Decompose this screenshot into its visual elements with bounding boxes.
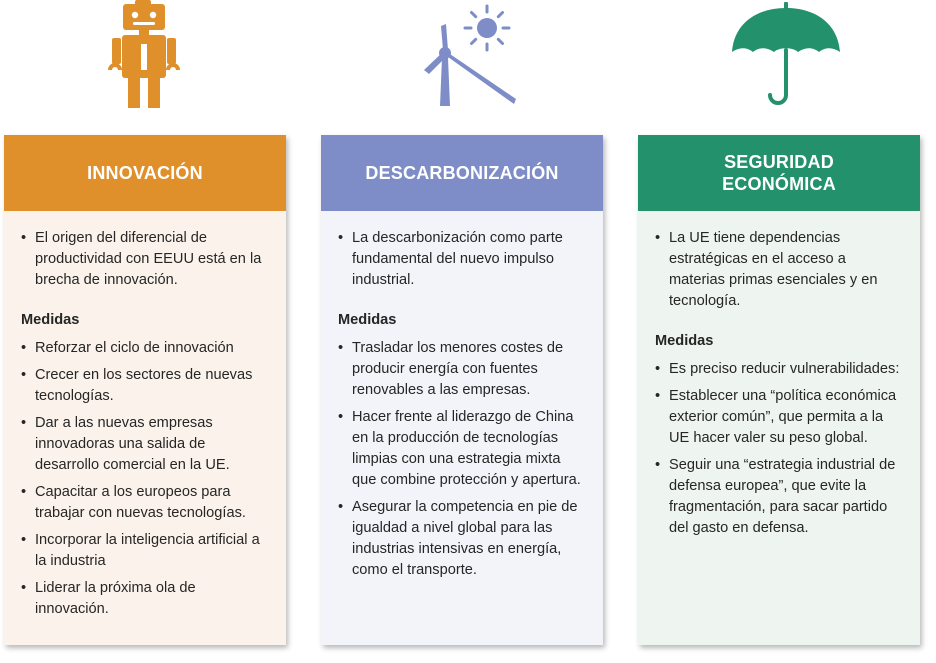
intro-item: • La descarbonización como parte fundamental del nuevo impulso industrial.	[338, 228, 587, 291]
card-title: DESCARBONIZACIÓN	[321, 135, 603, 211]
card-decarbonization	[321, 135, 603, 645]
intro-item: • El origen del diferencial de productividad con EEUU está en la brecha de innovación.	[21, 228, 270, 291]
card-innovation	[4, 135, 286, 645]
measure-item: • Liderar la próxima ola de innovación.	[21, 578, 270, 620]
measures-heading: Medidas	[338, 312, 397, 328]
measure-item: • Incorporar la inteligencia artificial a la industria	[21, 530, 270, 572]
measure-item: • Reforzar el ciclo de innovación	[21, 338, 270, 359]
measure-item: • Crecer en los sectores de nuevas tecnologías.	[21, 365, 270, 407]
intro-item: • La UE tiene dependencias estratégicas en el acceso a materias primas esenciales y en tecnología.	[655, 228, 904, 312]
card-title	[638, 135, 920, 211]
measure-item: • Dar a las nuevas empresas innovadoras una salida de desarrollo comercial en la UE.	[21, 413, 270, 476]
measure-item: • Trasladar los menores costes de producir energía con fuentes renovables a las empresas.	[338, 338, 587, 401]
card-title-line: ECONÓMICA	[722, 174, 836, 194]
column-decarbonization	[321, 0, 603, 663]
measure-item: • Hacer frente al liderazgo de China en la producción de tecnologías limpias con una estrategia mixta que combine protección y apertura.	[338, 407, 587, 491]
robot-icon	[4, 0, 286, 120]
measure-item: • Capacitar a los europeos para trabajar con nuevas tecnologías.	[21, 482, 270, 524]
measures-heading: Medidas	[655, 333, 714, 349]
wind-turbine-sun-icon	[321, 0, 603, 120]
measure-item: • Asegurar la competencia en pie de igualdad a nivel global para las industrias intensivas en energía, como el transporte.	[338, 497, 587, 581]
card-economic-security	[638, 135, 920, 645]
measure-item: • Establecer una “política económica exterior común”, que permita a la UE hacer valer su peso global.	[655, 386, 904, 449]
column-innovation	[4, 0, 286, 663]
measure-item: • Es preciso reducir vulnerabilidades:	[655, 359, 904, 380]
measure-item: • Seguir una “estrategia industrial de defensa europea”, que evite la fragmentación, para sacar partido del gasto en defensa.	[655, 455, 904, 539]
measures-heading: Medidas	[21, 312, 80, 328]
umbrella-icon	[638, 0, 920, 120]
column-economic-security	[638, 0, 920, 663]
card-title-line: SEGURIDAD	[724, 152, 834, 172]
card-title: INNOVACIÓN	[4, 135, 286, 211]
